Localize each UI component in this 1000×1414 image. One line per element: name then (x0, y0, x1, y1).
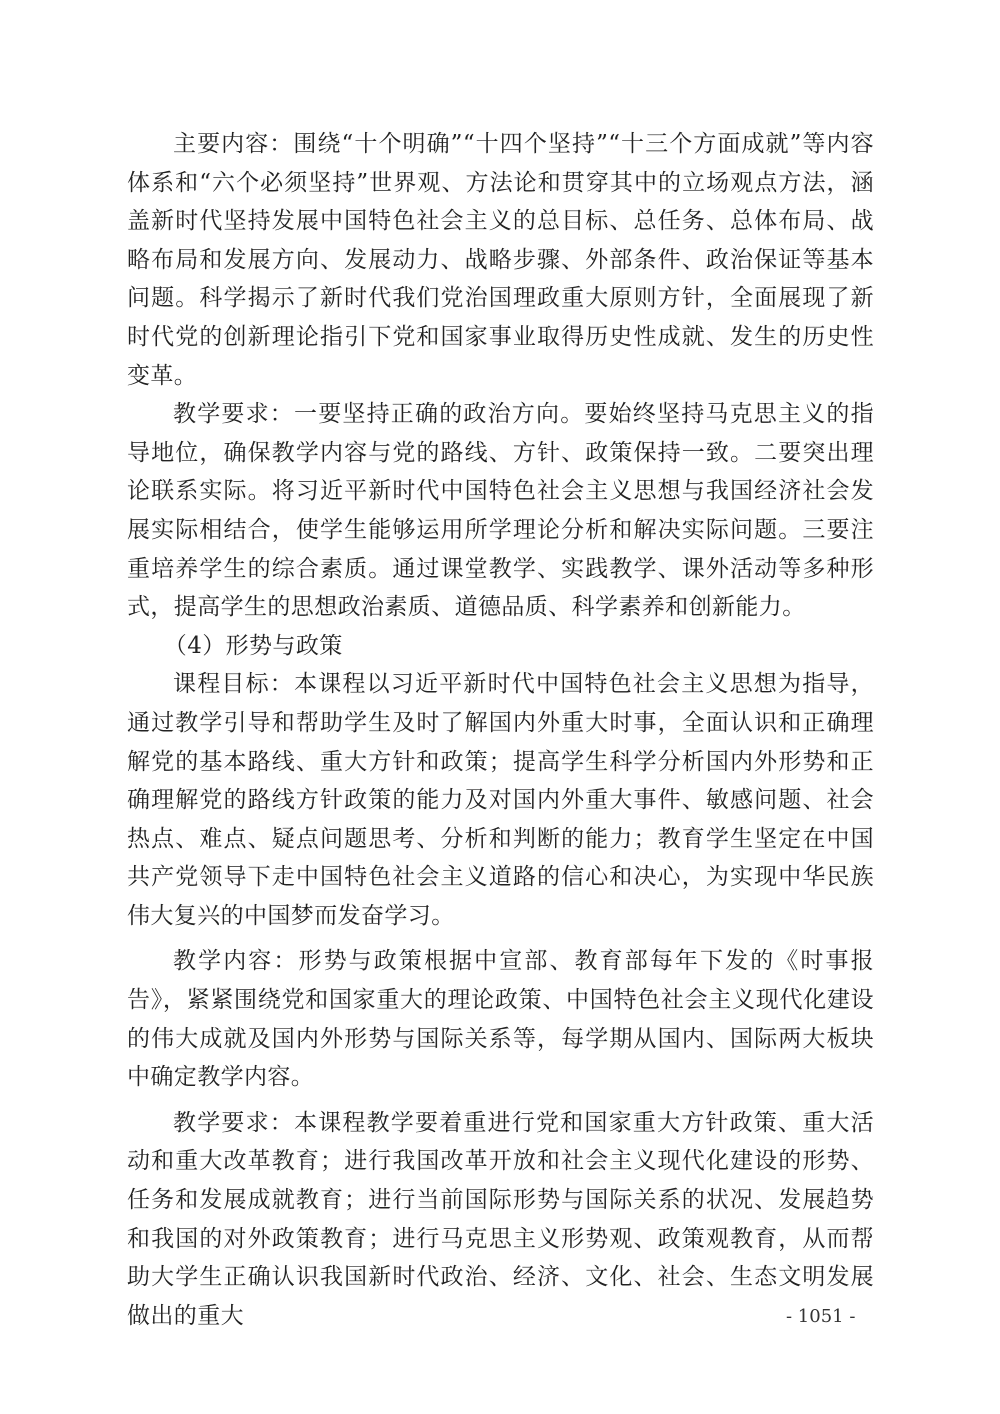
paragraph-teaching-requirements: 教学要求：一要坚持正确的政治方向。要始终坚持马克思主义的指导地位，确保教学内容与党的路线、方针、政策保持一致。二要突出理论联系实际。将习近平新时代中国特色社会主义思想与我国经济社会发展实际相结合，使学生能够运用所学理论分析和解决实际问题。三要注重培养学生的综合素质。通过课堂教学、实践教学、课外活动等多种形式，提高学生的思想政治素质、道德品质、科学素养和创新能力。 (127, 401, 874, 621)
page-number: - 1051 - (786, 1306, 856, 1327)
paragraph-teaching-requirements-2: 教学要求：本课程教学要着重进行党和国家重大方针政策、重大活动和重大改革教育；进行我国改革开放和社会主义现代化建设的形势、任务和发展成就教育；进行当前国际形势与国际关系的状况、发展趋势和我国的对外政策教育；进行马克思主义形势观、政策观教育，从而帮助大学生正确认识我国新时代政治、经济、文化、社会、生态文明发展做出的重大 (127, 1109, 874, 1329)
paragraph-main-content: 主要内容：围绕“十个明确”“十四个坚持”“十三个方面成就”等内容体系和“六个必须坚持”世界观、方法论和贯穿其中的立场观点方法，涵盖新时代坚持发展中国特色社会主义的总目标、总任务、总体布局、战略布局和发展方向、发展动力、战略步骤、外部条件、政治保证等基本问题。科学揭示了新时代我们党治国理政重大原则方针，全面展现了新时代党的创新理论指引下党和国家事业取得历史性成就、发生的历史性变革。 (127, 131, 874, 389)
paragraph-teaching-content: 教学内容：形势与政策根据中宣部、教育部每年下发的《时事报告》，紧紧围绕党和国家重大的理论政策、中国特色社会主义现代化建设的伟大成就及国内外形势与国际关系等，每学期从国内、国际两大板块中确定教学内容。 (127, 948, 874, 1091)
body-text (127, 125, 874, 1335)
paragraph-course-objectives: 课程目标：本课程以习近平新时代中国特色社会主义思想为指导，通过教学引导和帮助学生及时了解国内外重大时事，全面认识和正确理解党的基本路线、重大方针和政策；提高学生科学分析国内外形势和正确理解党的路线方针政策的能力及对国内外重大事件、敏感问题、社会热点、难点、疑点问题思考、分析和判断的能力；教育学生坚定在中国共产党领导下走中国特色社会主义道路的信心和决心，为实现中华民族伟大复兴的中国梦而发奋学习。 (127, 671, 874, 929)
section-heading-situation-policy: （4）形势与政策 (163, 632, 343, 659)
